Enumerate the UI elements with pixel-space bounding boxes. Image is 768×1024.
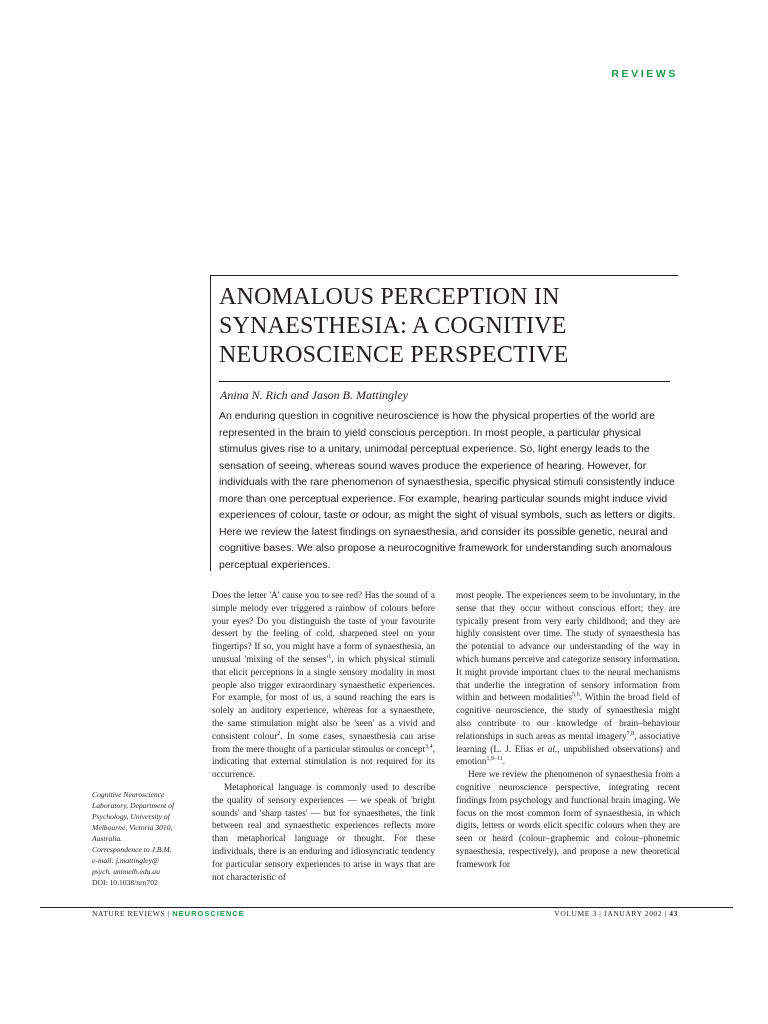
reference-marker[interactable]: 5,6 [572, 692, 580, 699]
body-paragraph: Does the letter 'A' cause you to see red? Has the sound of a simple melody ever triggered a rainbow of colours before your eyes? Do you distinguish the taste of your favourite dessert by the feeling of cold, sharpened steel on your fingertips? If so, you might have a form of synaesthesia, an unusual 'mixing of the $senses'^1$, in which physical stimuli that elicit perceptions in a single sensory modality in most people also trigger extraordinary synaesthetic experiences. For example, for most of us, a sound reaching the ears is solely an auditory experience, whereas for a synaesthete, the same stimulation might also be 'seen' as a vivid and consistent colour$^2$. In some cases, synaesthesia can arise from the mere thought of a particular stimulus or concept$^{3,4}$, indicating that external stimulation is not required for its occurrence. [212, 591, 435, 781]
email-line[interactable]: psych. unimelb.edu.au [92, 867, 160, 876]
title-box-left-rule [210, 275, 211, 571]
affiliation-line: Cognitive Neuroscience [92, 790, 165, 799]
footer-rule [40, 907, 733, 908]
footer-issue [554, 909, 678, 918]
section-label: REVIEWS [611, 68, 678, 80]
issue-info: VOLUME 3 | JANUARY 2002 | [554, 909, 670, 918]
doi[interactable]: DOI: 10.1038/nrn702 [92, 878, 158, 887]
body-column-1 [212, 590, 435, 884]
body-paragraph: most people. The experiences seem to be involuntary, in the sense that they occur without conscious effort; they are typically present from very early childhood; and they are highly consistent over time. The study of synaesthesia has the potential to advance our understanding of the way in which humans perceive and categorize sensory information. It might provide important clues to the neural mechanisms that underlie the integration of sensory information from within and between modalities$^{5,6}$. Within the broad field of cognitive neuroscience, the study of synaesthesia might also contribute to our knowledge of brain–behaviour relationships in such areas as mental imagery$^{7,8}$, associative learning (L. J. Elias et al., unpublished observations) and emotion$^{1,9-11}$. [456, 591, 680, 768]
affiliation-line: Psychology, University of [92, 812, 170, 821]
body-paragraph: Metaphorical language is commonly used to describe the quality of sensory experiences — we speak of 'bright sounds' and 'sharp tastes' — but for synaesthetes, the link between real and synaesthetic experiences reflects more than metaphorical language or thought. For these individuals, there is an enduring and idiosyncratic tendency for particular sensory experiences to arise in ways that are not characteristic of [212, 782, 435, 883]
abstract: An enduring question in cognitive neuroscience is how the physical properties of the world are represented in the brain to yield conscious perception. In most people, a particular physical stimulus gives rise to a unitary, unimodal perceptual experience. So, light energy leads to the sensation of seeing, whereas sound waves produce the experience of hearing. However, for individuals with the rare phenomenon of synaesthesia, specific physical stimuli consistently induce more than one perceptual experience. For example, hearing particular sounds might induce vivid experiences of colour, taste or odour, as might the sight of visual symbols, such as letters or digits. Here we review the latest findings on synaesthesia, and consider its possible genetic, neural and cognitive bases. We also propose a neurocognitive framework for understanding such anomalous perceptual experiences. [219, 410, 676, 571]
authors: Anina N. Rich and Jason B. Mattingley [220, 388, 408, 402]
footer-journal: NATURE REVIEWS | NEUROSCIENCE [92, 909, 245, 918]
article-title [219, 283, 675, 370]
title-line-2: SYNAESTHESIA: A COGNITIVE [219, 313, 567, 339]
journal-section: NEUROSCIENCE [172, 909, 245, 918]
body-column-2 [456, 590, 680, 872]
email-line[interactable]: e-mail: j.mattingley@ [92, 856, 159, 865]
body-paragraph: Here we review the phenomenon of synaesthesia from a cognitive neuroscience perspective, integrating recent findings from psychology and functional brain imaging. We focus on the most common form of synaesthesia, in which digits, letters or words elicit specific colours when they are seen or heard (colour–graphemic and colour–phonemic synaesthesia, respectively), and propose a new theoretical framework for [456, 770, 680, 870]
affiliation-line: Melbourne, Victoria 3010, [92, 823, 173, 832]
reference-marker[interactable]: 3,4 [425, 743, 433, 750]
reference-marker[interactable]: 1 [328, 653, 332, 660]
reference-marker[interactable]: 2 [277, 730, 281, 737]
affiliation-line: Laboratory, Department of [92, 801, 175, 810]
title-line-1: ANOMALOUS PERCEPTION IN [219, 284, 560, 310]
correspondence-line: Correspondence to J.B.M. [92, 845, 172, 854]
page-number: 43 [669, 909, 678, 918]
title-divider [219, 381, 670, 382]
title-line-3: NEUROSCIENCE PERSPECTIVE [219, 342, 569, 368]
title-box-top-rule [210, 275, 678, 276]
affiliation-line: Australia. [92, 834, 123, 843]
author-affiliation [92, 789, 202, 888]
reference-marker[interactable]: 1,9–11 [486, 756, 503, 763]
journal-name: NATURE REVIEWS [92, 909, 166, 918]
reference-marker[interactable]: 7,8 [626, 730, 635, 737]
